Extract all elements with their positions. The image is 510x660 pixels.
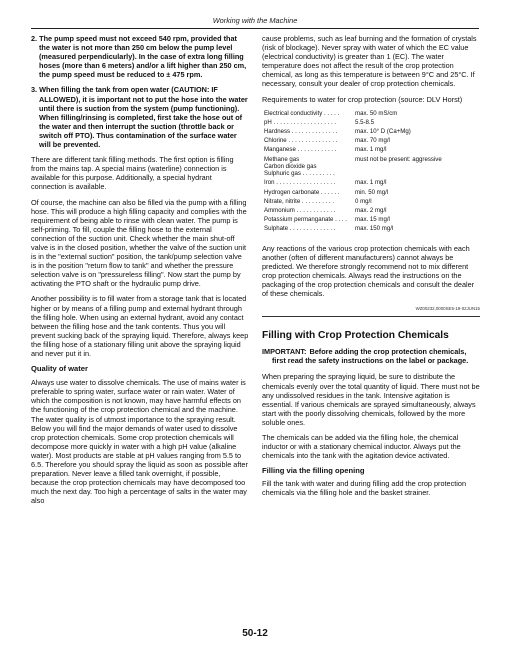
- numbered-item-3-text: 3. When filling the tank from open water (CAUTION: IF ALLOWED), it is important not to put the hose into the water until there is suction from the system (pump functioning). When filling/rinsing is completed, first take the hose out of the water and then interrupt the suction (throttle back or switch off PTO). Thus contamination of the surface water will be prevented.: [31, 85, 248, 150]
- spec-value: max. 1 mg/l: [355, 146, 387, 154]
- spec-parameter: Nitrate, nitrite . . . . . . . . . .: [264, 197, 335, 205]
- paragraph-storage-tank: Another possibility is to fill water from a storage tank that is located higher or by means of a filling pump and external hydrant through the filling hole. When using an external hydrant, avoid any contact between the filling hose and the tank contents. Thus you will prevent sucking back of the spraying liquid. Therefore, always keep the filling hose of a stationary filling unit above the spraying liquid and never put it in.: [31, 294, 249, 358]
- spec-row: [264, 110, 475, 119]
- paragraph-adding-chemicals: The chemicals can be added via the filling hole, the chemical inductor or with a stationary chemical inductor. Always put the chemicals into the tank with the agitation device activated.: [262, 433, 461, 461]
- section-title: Filling with Crop Protection Chemicals: [262, 330, 449, 342]
- spec-row: [264, 119, 475, 128]
- spec-row: [264, 137, 475, 146]
- numbered-item-3: [31, 85, 249, 149]
- important-text: Before adding the crop protection chemicals, first read the safety instructions on the label or package.: [272, 347, 469, 366]
- spec-value: max. 15 mg/l: [355, 216, 390, 224]
- spec-parameter: Hydrogen carbonate . . . . . .: [264, 188, 340, 196]
- paragraph-filling-methods: There are different tank filling methods. The first option is filling from the mains tap. A special mains (waterline) connection is available for this purpose. Additionally, a special hydrant connection is available.: [31, 155, 234, 192]
- quality-of-water-heading: Quality of water: [31, 364, 88, 374]
- spec-parameter: Iron . . . . . . . . . . . . . . . . . .: [264, 179, 336, 187]
- spec-row: [264, 179, 475, 188]
- important-label: IMPORTANT:: [262, 347, 307, 357]
- spec-parameter: Manganese . . . . . . . . . . . .: [264, 146, 337, 154]
- document-id: WZ00232,0000SE5-19-02JUN15: [415, 306, 480, 312]
- spec-value: max. 150 mg/l: [355, 225, 394, 233]
- left-column: [31, 34, 249, 512]
- water-requirements-table: [264, 110, 475, 235]
- spec-parameter: Hardness . . . . . . . . . . . . . .: [264, 128, 338, 136]
- spec-parameter: pH . . . . . . . . . . . . . . . . . . .: [264, 118, 337, 126]
- spec-row: [264, 207, 475, 216]
- paragraph-reactions: Any reactions of the various crop protection chemicals with each another (often of different manufacturers) cannot always be predicted. We therefore strongly recommend not to mix different crop protection chemicals. Always read the instructions on the packaging of the crop protection chemicals and consult the dealer of these chemicals.: [262, 243, 475, 298]
- spec-parameter: Sulphate . . . . . . . . . . . . . .: [264, 225, 336, 233]
- spec-value: max. 10° D (Ca+Mg): [355, 128, 411, 136]
- paragraph-filling-opening: Fill the tank with water and during filling add the crop protection chemicals via the filling hole and the basket strainer.: [262, 479, 467, 498]
- numbered-item-2-text: 2. The pump speed must not exceed 540 rpm, provided that the water is not more than 250 cm below the pump level (measured perpendicularly). In the case of extra long filling hoses (more than 6 meters) and/or a lift higher than 250 cm, the pump speed must be reduced to ± 475 rpm.: [31, 34, 247, 80]
- important-notice: [262, 347, 480, 365]
- section-rule: [262, 316, 480, 317]
- paragraph-water-quality: Always use water to dissolve chemicals. The use of mains water is preferable to spring water, surface water or rain water. Water of which the composition is not known, may have harmful effects on the functioning of the crop protection chemical and the machine. The water quality is of utmost importance to the spraying result. Below you will find the major demands of water used to dissolve crop protection chemicals. Some crop protection chemicals will decompose more quickly in water with a high pH value (alkaline water). Most products are stable at pH values ranging from 5.5 to 6.5. Therefore you should spray the liquid as soon as possible after preparation. Never leave a filled tank overnight, if possible, because the crop protection chemicals may have decomposed too much the next day. Too high a percentage of salts in the water may also: [31, 378, 248, 506]
- spec-value: max. 70 mg/l: [355, 137, 390, 145]
- page-number: 50-12: [242, 628, 268, 639]
- right-column: [262, 34, 480, 504]
- spec-value: max. 1 mg/l: [355, 179, 387, 187]
- spec-row: [264, 156, 475, 180]
- spec-row: [264, 146, 475, 155]
- paragraph-salts-continued: cause problems, such as leaf burning and the formation of crystals (risk of blockage). Never spray with water of which the EC value (electrical conductivity) is greater than 1 (EC). The water temperature does not affect the result of the crop protection chemical, as long as this temperature is between 9°C and 25°C. If necessary, consult your dealer of crop protection chemicals.: [262, 34, 477, 89]
- spec-value: 0 mg/l: [355, 197, 372, 205]
- paragraph-pump-filling: Of course, the machine can also be filled via the pump with a filling hose. This will produce a high filling capacity and complies with the requirement of being able to rinse with clean water. The pump is self-priming. To fill, couple the filling hose to the external connection of the suction unit. Check whether the main shut-off valve is in the closed position, whether the valve of the suction unit is in the "external suction" position, the tank/pump selection valve is in the position "return flow to tank" and whether the pressure selection valve is on "pressureless filling". Now start the pump by activating the PTO shaft or the hydraulic pump drive.: [31, 197, 247, 289]
- paragraph-requirements: Requirements to water for crop protection (source: DLV Horst): [262, 94, 463, 104]
- numbered-item-2: [31, 34, 249, 79]
- spec-row: [264, 189, 475, 198]
- spec-row: [264, 128, 475, 137]
- spec-value: 5.5-8.5: [355, 118, 374, 126]
- spec-value: max. 2 mg/l: [355, 206, 387, 214]
- spec-value: min. 50 mg/l: [355, 188, 389, 196]
- spec-value: must not be present: aggressive: [355, 155, 442, 163]
- spec-parameter: Electrical conductivity . . . . .: [264, 109, 340, 117]
- spec-row: [264, 216, 475, 225]
- running-header: Working with the Machine: [212, 16, 298, 25]
- spec-row: [264, 225, 475, 234]
- spec-value: max. 50 mS/cm: [355, 109, 398, 117]
- filling-opening-heading: Filling via the filling opening: [262, 466, 365, 476]
- spec-parameter: Ammonium . . . . . . . . . . . .: [264, 206, 336, 214]
- header-rule: [31, 28, 479, 29]
- spec-parameter: Chlorine . . . . . . . . . . . . . . .: [264, 137, 338, 145]
- spec-parameter: Potassium permanganate . . . .: [264, 216, 347, 224]
- spec-row: [264, 198, 475, 207]
- spec-parameter: Methane gas Carbon dioxide gas Sulphuric gas . . . . . . . . . .: [264, 155, 335, 178]
- paragraph-preparing-liquid: When preparing the spraying liquid, be sure to distribute the chemicals evenly over the total quantity of liquid. There must not be any undissolved residues in the tank. Intensive agitation is essential. If various chemicals are sprayed simultaneously, always start with the poorly dissolving chemicals, followed by the more soluble ones.: [262, 372, 480, 427]
